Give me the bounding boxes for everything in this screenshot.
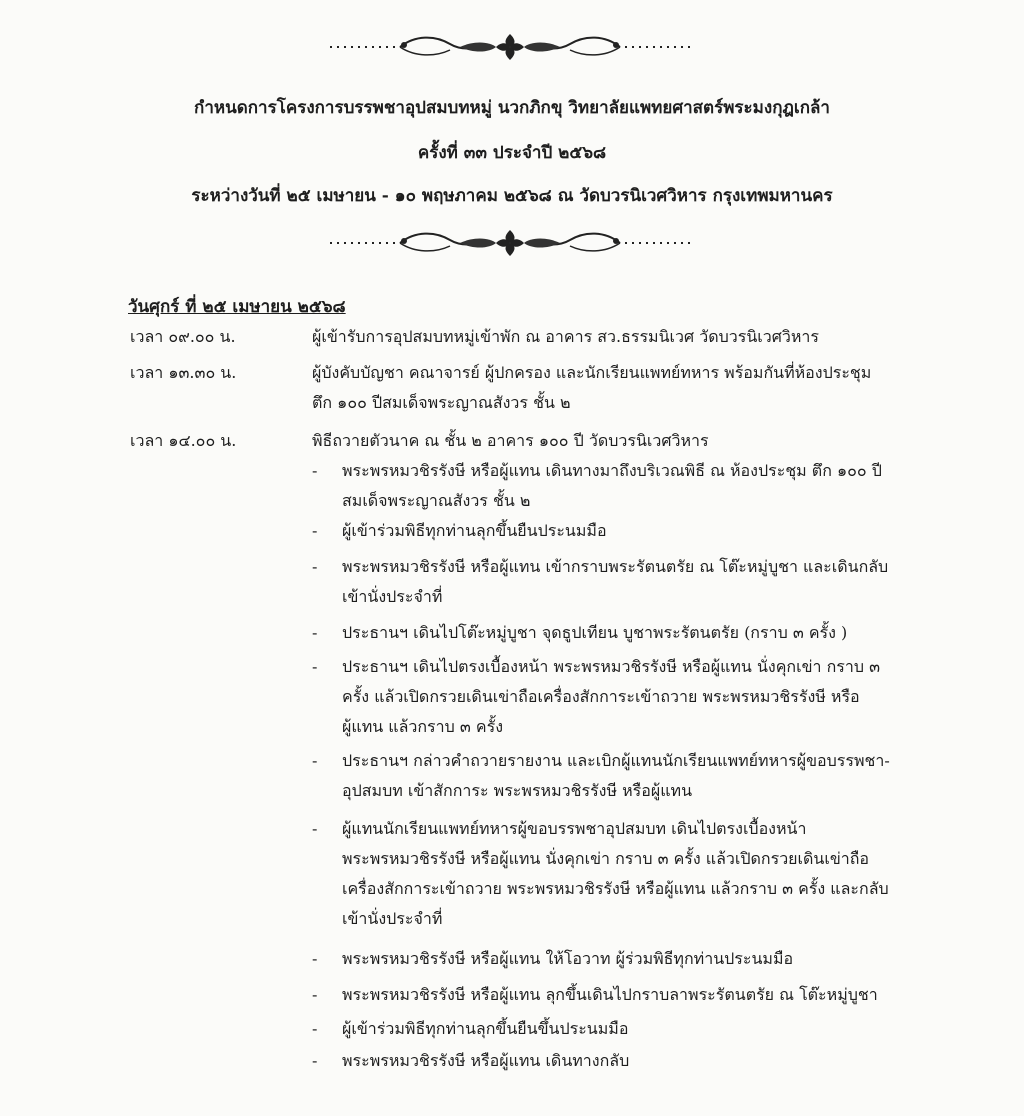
list-item-line: พระพรหมวชิรรังษี หรือผู้แทน ลุกขึ้นเดินไปกราบลาพระรัตนตรัย ณ โต๊ะหมู่บูชา (342, 985, 878, 1004)
bullet-dash: - (312, 557, 318, 576)
schedule-description (312, 426, 912, 456)
list-item-line: พระพรหมวชิรรังษี หรือผู้แทน นั่งคุกเข่า กราบ ๓ ครั้ง แล้วเปิดกรวยเดินเข่าถือ (342, 849, 870, 868)
ornament-top-divider (300, 30, 720, 64)
bullet-dash: - (312, 985, 318, 1004)
document-edition: ครั้งที่ ๓๓ ประจำปี ๒๕๖๘ (417, 143, 607, 163)
description-line: พิธีถวายตัวนาค ณ ชั้น ๒ อาคาร ๑๐๐ ปี วัดบวรนิเวศวิหาร (312, 431, 709, 450)
list-item-line: ผู้แทนนักเรียนแพทย์ทหารผู้ขอบรรพชาอุปสมบท เดินไปตรงเบื้องหน้า (342, 819, 807, 838)
list-item-line: ผู้เข้าร่วมพิธีทุกท่านลุกขึ้นยืนประนมมือ (342, 521, 607, 540)
document-date-venue: ระหว่างวันที่ ๒๕ เมษายน - ๑๐ พฤษภาคม ๒๕๖๘ ณ วัดบวรนิเวศวิหาร กรุงเทพมหานคร (191, 186, 833, 206)
list-item-line: ผู้เข้าร่วมพิธีทุกท่านลุกขึ้นยืนขึ้นประนมมือ (342, 1019, 629, 1038)
bullet-dash: - (312, 751, 318, 770)
schedule-time: เวลา ๑๔.๐๐ น. (130, 431, 237, 450)
bullet-dash: - (312, 521, 318, 540)
list-item-line: เครื่องสักการะเข้าถวาย พระพรหมวชิรรังษี หรือผู้แทน แล้วกราบ ๓ ครั้ง และกลับ (342, 879, 889, 898)
list-item-line: พระพรหมวชิรรังษี หรือผู้แทน เดินทางมาถึงบริเวณพิธี ณ ห้องประชุม ตึก ๑๐๐ ปี (342, 461, 882, 480)
bullet-dash: - (312, 657, 318, 676)
list-item-line: ประธานฯ เดินไปโต๊ะหมู่บูชา จุดธูปเทียน บูชาพระรัตนตรัย (กราบ ๓ ครั้ง ) (342, 623, 848, 642)
list-item-line: เข้านั่งประจำที่ (342, 587, 443, 606)
bullet-dash: - (312, 623, 318, 642)
bullet-dash: - (312, 819, 318, 838)
schedule-description (312, 358, 912, 418)
list-item-line: พระพรหมวชิรรังษี หรือผู้แทน เข้ากราบพระรัตนตรัย ณ โต๊ะหมู่บูชา และเดินกลับ (342, 557, 889, 576)
list-item-line: เข้านั่งประจำที่ (342, 909, 443, 928)
list-item-line: ประธานฯ กล่าวคำถวายรายงาน และเบิกผู้แทนนักเรียนแพทย์ทหารผู้ขอบรรพชา- (342, 751, 890, 770)
schedule-description (312, 322, 912, 352)
list-item-line: อุปสมบท เข้าสักการะ พระพรหมวชิรรังษี หรือผู้แทน (342, 781, 693, 800)
bullet-dash: - (312, 1051, 318, 1070)
ornament-bottom-divider (300, 226, 720, 260)
description-line: ตึก ๑๐๐ ปีสมเด็จพระญาณสังวร ชั้น ๒ (312, 393, 571, 412)
list-item-line: ประธานฯ เดินไปตรงเบื้องหน้า พระพรหมวชิรรังษี หรือผู้แทน นั่งคุกเข่า กราบ ๓ (342, 657, 881, 676)
list-item-line: พระพรหมวชิรรังษี หรือผู้แทน เดินทางกลับ (342, 1051, 630, 1070)
bullet-dash: - (312, 461, 318, 480)
description-line: ผู้บังคับบัญชา คณาจารย์ ผู้ปกครอง และนักเรียนแพทย์ทหาร พร้อมกันที่ห้องประชุม (312, 363, 872, 382)
list-item-line: ผู้แทน แล้วกราบ ๓ ครั้ง (342, 717, 503, 736)
schedule-time: เวลา ๑๓.๓๐ น. (130, 363, 237, 382)
list-item-line: สมเด็จพระญาณสังวร ชั้น ๒ (342, 491, 531, 510)
day-heading: วันศุกร์ ที่ ๒๕ เมษายน ๒๕๖๘ (128, 297, 346, 317)
list-item-line: พระพรหมวชิรรังษี หรือผู้แทน ให้โอวาท ผู้ร่วมพิธีทุกท่านประนมมือ (342, 949, 794, 968)
bullet-dash: - (312, 1019, 318, 1038)
document-title: กำหนดการโครงการบรรพชาอุปสมบทหมู่ นวกภิกขุ วิทยาลัยแพทยศาสตร์พระมงกุฎเกล้า (194, 98, 830, 118)
list-item-line: ครั้ง แล้วเปิดกรวยเดินเข่าถือเครื่องสักการะเข้าถวาย พระพรหมวชิรรังษี หรือ (342, 687, 860, 706)
description-line: ผู้เข้ารับการอุปสมบทหมู่เข้าพัก ณ อาคาร สว.ธรรมนิเวศ วัดบวรนิเวศวิหาร (312, 327, 819, 346)
schedule-time: เวลา ๐๙.๐๐ น. (130, 327, 236, 346)
bullet-dash: - (312, 949, 318, 968)
